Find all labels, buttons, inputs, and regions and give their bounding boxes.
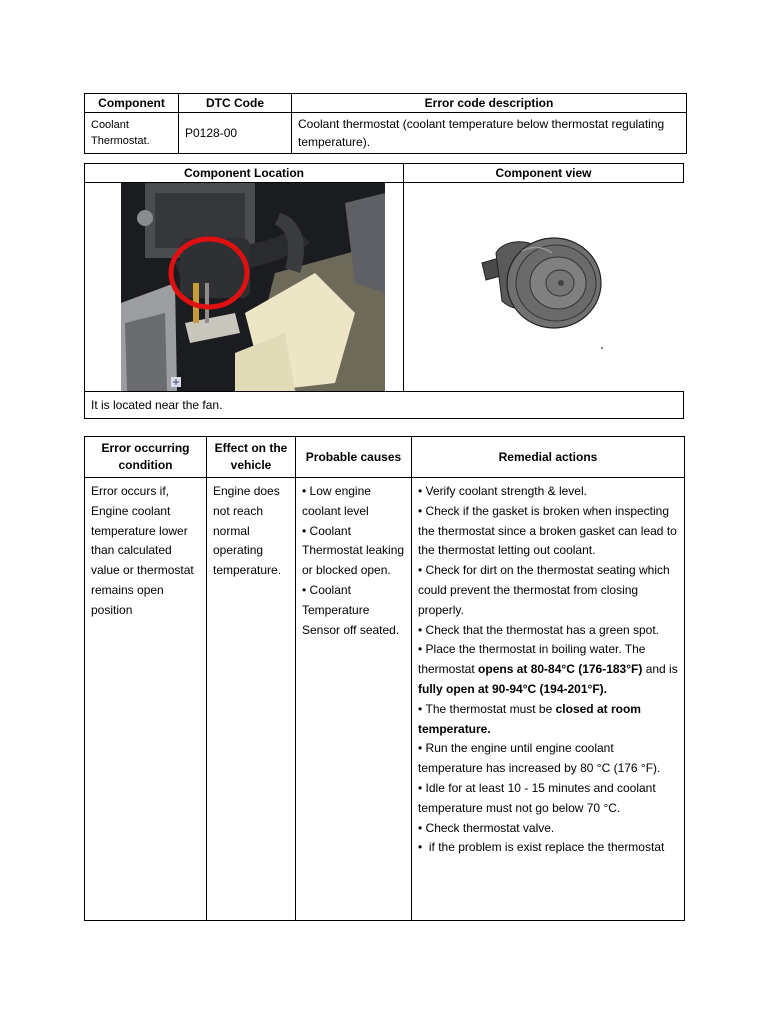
action-item: • Idle for at least 10 - 15 minutes and coolant temperature must not go below 70 °C. [418,779,678,819]
action-item: • Verify coolant strength & level. [418,482,678,502]
header-component: Component [85,94,179,113]
header-error-description: Error code description [292,94,687,113]
action-item: • Check for dirt on the thermostat seating which could prevent the thermostat from closing properly. [418,561,678,620]
location-table [84,163,684,419]
cause-item: • Coolant Temperature Sensor off seated. [302,581,405,640]
probable-causes-cell [296,478,412,921]
engine-bay-photo [85,183,403,391]
diagnosis-table [84,436,685,921]
component-name: Coolant Thermostat. [85,113,179,154]
dtc-table [84,93,687,154]
header-dtc-code: DTC Code [179,94,292,113]
action-bold-text: closed at room temperature. [418,701,641,736]
error-description: Coolant thermostat (coolant temperature below thermostat regulating temperature). [292,113,687,154]
cause-item: • Low engine coolant level [302,482,405,522]
dtc-code: P0128-00 [179,113,292,154]
error-condition: Error occurs if, Engine coolant temperature lower than calculated value or thermostat remains open position [85,478,207,921]
cause-item: • Coolant Thermostat leaking or blocked open. [302,522,405,581]
action-bold-text: fully open at 90-94°C (194-201°F). [418,681,607,696]
location-note: It is located near the fan. [85,392,684,419]
header-probable-causes: Probable causes [296,437,412,478]
action-item: • Check thermostat valve. [418,819,678,839]
action-text: and is [642,662,678,677]
action-item [418,700,678,740]
action-item: • if the problem is exist replace the thermostat [418,838,678,858]
location-photo-cell [85,183,404,392]
action-text: The thermostat must be [425,701,556,716]
action-item [418,640,678,699]
header-component-location: Component Location [85,164,404,183]
header-component-view: Component view [404,164,684,183]
action-item: • Check if the gasket is broken when inspecting the thermostat since a broken gasket can lead to the thermostat letting out coolant. [418,502,678,561]
vehicle-effect: Engine does not reach normal operating temperature. [207,478,296,921]
component-view-cell [404,183,684,392]
action-bold-text: opens at 80-84°C (176-183°F) [478,662,643,677]
header-error-condition: Error occurring condition [85,437,207,478]
header-effect: Effect on the vehicle [207,437,296,478]
action-item: • Run the engine until engine coolant temperature has increased by 80 °C (176 °F). [418,739,678,779]
remedial-actions-cell [412,478,685,921]
header-remedial-actions: Remedial actions [412,437,685,478]
action-text: Place the thermostat in boiling water. The thermostat [418,642,646,677]
thermostat-render [404,183,684,391]
action-item: • Check that the thermostat has a green spot. [418,621,678,641]
